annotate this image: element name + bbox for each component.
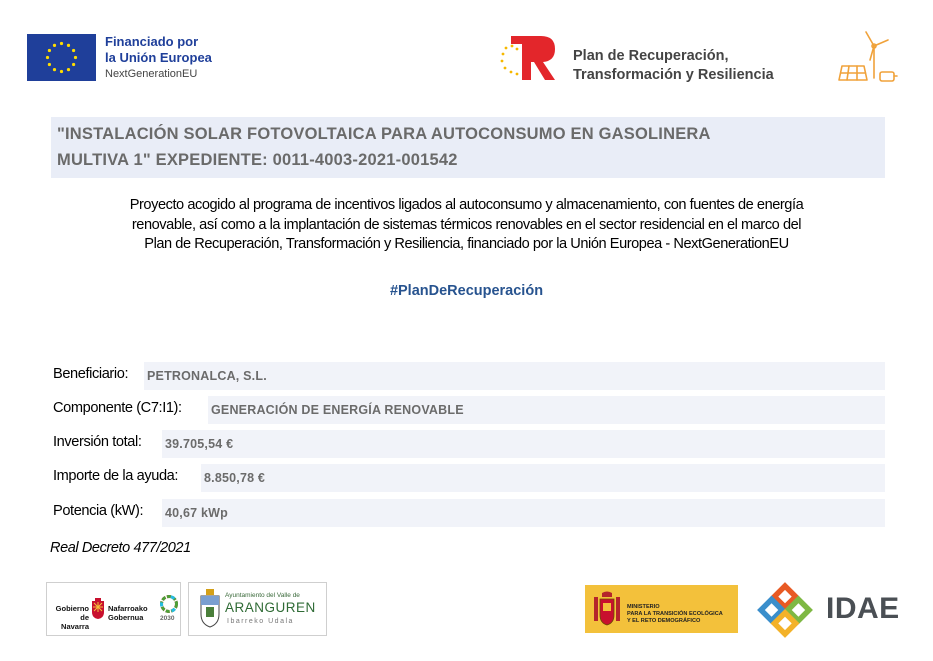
project-description: [40, 196, 893, 255]
ministerio-line2: PARA LA TRANSICIÓN ECOLÓGICA: [627, 610, 723, 617]
aranguren-logo: [188, 582, 327, 636]
gobierno-navarra-logo: [46, 582, 181, 636]
field-row-beneficiario: [51, 362, 885, 390]
eu-funding-line1: Financiado por: [105, 34, 199, 49]
field-value: PETRONALCA, S.L.: [147, 369, 267, 383]
ministerio-line3: Y EL RETO DEMOGRÁFICO: [627, 617, 701, 624]
field-value-box: [208, 396, 885, 424]
prtr-line1: Plan de Recuperación,: [573, 48, 729, 64]
project-title-box: [51, 117, 885, 178]
field-value: 8.850,78 €: [204, 471, 266, 485]
sdg-label: 2030: [160, 615, 175, 622]
field-value: GENERACIÓN DE ENERGÍA RENOVABLE: [211, 403, 464, 417]
prtr-logo-icon: [497, 32, 557, 84]
field-value-box: [201, 464, 885, 492]
description-line1: Proyecto acogido al programa de incentivos ligados al autoconsumo y almacenamiento, con fuentes de energía: [129, 197, 804, 213]
solar-panel-wind-turbine-icon: [836, 28, 898, 88]
idae-wordmark: IDAE: [826, 592, 900, 625]
aranguren-shield-icon: [199, 588, 221, 628]
idae-mark-icon: [750, 582, 820, 638]
description-line2: renovable, así como a la implantación de sistemas térmicos renovables en el sector residencial en el marco del: [131, 216, 802, 233]
field-value-box: [144, 362, 885, 390]
field-label: Inversión total:: [53, 434, 142, 450]
aranguren-line2: ARANGUREN: [225, 600, 316, 615]
project-title-line2: MULTIVA 1" EXPEDIENTE: 0011-4003-2021-001542: [57, 151, 458, 169]
idae-logo: [750, 582, 900, 638]
field-value: 39.705,54 €: [165, 437, 234, 451]
description-line3: Plan de Recuperación, Transformación y Resiliencia, financiado por la Unión Europea - NextGenerationEU: [144, 236, 789, 252]
navarra-right1: Nafarroako: [108, 604, 148, 613]
field-label: Importe de la ayuda:: [53, 468, 179, 484]
field-row-inversion: [51, 430, 885, 458]
aranguren-line1: Ayuntamiento del Valle de: [225, 592, 300, 599]
field-value-box: [162, 430, 885, 458]
field-row-ayuda: [51, 464, 885, 492]
navarra-right2: Gobernua: [108, 613, 144, 622]
hashtag: #PlanDeRecuperación: [389, 283, 544, 299]
navarra-left2: de Navarra: [61, 613, 89, 631]
field-label: Beneficiario:: [53, 366, 129, 382]
ministerio-line1: MINISTERIO: [627, 604, 660, 610]
eu-flag-icon: [27, 34, 96, 81]
sdg-wheel-icon: [160, 595, 178, 613]
ministerio-text: [627, 604, 723, 624]
ministerio-logo: [585, 585, 738, 633]
prtr-title: [573, 47, 774, 85]
eu-funding-line2: la Unión Europea: [105, 50, 212, 65]
eu-funding-text: [105, 34, 212, 82]
real-decreto: Real Decreto 477/2021: [50, 540, 191, 556]
project-title-line1: "INSTALACIÓN SOLAR FOTOVOLTAICA PARA AUTOCONSUMO EN GASOLINERA: [57, 125, 711, 143]
field-label: Potencia (kW):: [53, 503, 144, 519]
prtr-line2: Transformación y Resiliencia: [573, 67, 774, 83]
eu-funding-line3: NextGenerationEU: [105, 68, 198, 80]
field-label: Componente (C7:I1):: [53, 400, 182, 416]
navarra-shield-icon: [91, 598, 105, 620]
field-row-componente: [51, 396, 885, 424]
field-value-box: [162, 499, 885, 527]
aranguren-line3: Ibarreko Udala: [227, 618, 294, 625]
project-title: [57, 121, 879, 173]
spain-coat-of-arms-icon: [591, 591, 623, 627]
field-row-potencia: [51, 499, 885, 527]
field-value: 40,67 kWp: [165, 506, 228, 520]
navarra-left1: Gobierno: [55, 604, 89, 613]
